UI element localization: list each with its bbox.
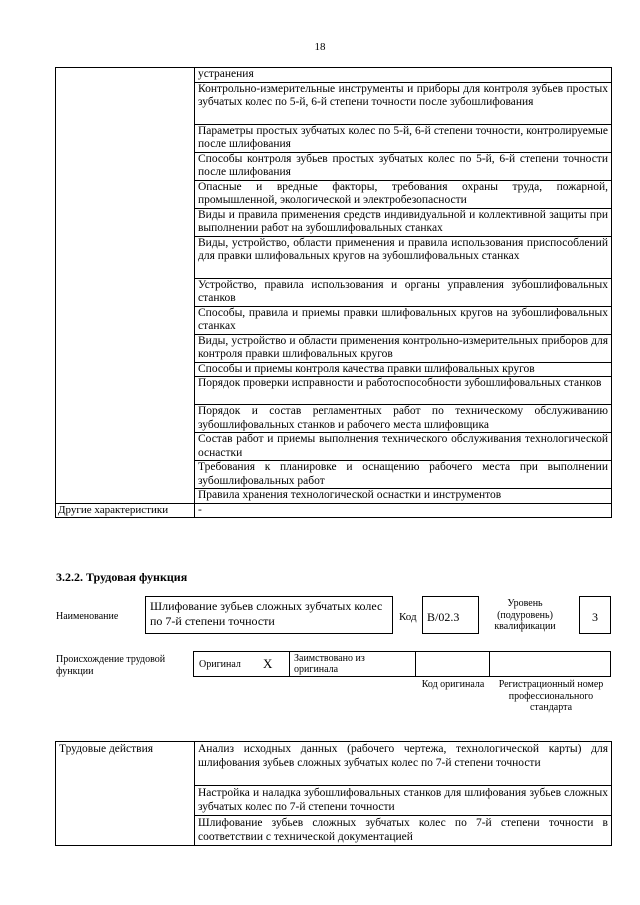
knowledge-item: Способы, правила и приемы правки шлифовальных кругов на зубошлифовальных станках xyxy=(195,306,612,334)
other-characteristics-label: Другие характеристики xyxy=(56,503,195,518)
knowledge-item: Правила хранения технологической оснастки и инструментов xyxy=(195,489,612,504)
function-name-box: Шлифование зубьев сложных зубчатых колес по 7-й степени точности xyxy=(145,596,393,634)
knowledge-item: Порядок проверки исправности и работоспособности зубошлифовальных станков xyxy=(195,377,612,405)
knowledge-item: устранения xyxy=(195,68,612,83)
reg-number-box xyxy=(489,651,611,677)
labor-action-item: Анализ исходных данных (рабочего чертежа, технологической карты) для шлифования зубьев сложных зубчатых колес по 7-й степени точности xyxy=(195,742,612,786)
code-original-box xyxy=(415,651,490,677)
knowledge-item: Устройство, правила использования и органы управления зубошлифовальных станков xyxy=(195,278,612,306)
name-label: Наименование xyxy=(56,611,119,622)
knowledge-item: Виды, устройство и области применения контрольно-измерительных приборов для контроля правки шлифовальных кругов xyxy=(195,334,612,362)
knowledge-item: Порядок и состав регламентных работ по техническому обслуживанию зубошлифовальных станков и рабочего места шлифовщика xyxy=(195,405,612,433)
knowledge-item: Параметры простых зубчатых колес по 5-й, 6-й степени точности, контролируемые после шлифования xyxy=(195,124,612,152)
page-number: 18 xyxy=(314,41,326,53)
knowledge-label-cell xyxy=(56,68,195,504)
level-label: Уровень (подуровень) квалификации xyxy=(494,598,556,632)
other-characteristics-value: - xyxy=(195,503,612,518)
knowledge-item: Опасные и вредные факторы, требования охраны труда, пожарной, промышленной, экологической и электробезопасности xyxy=(195,180,612,208)
table-row xyxy=(56,742,612,786)
knowledge-item: Контрольно-измерительные инструменты и приборы для контроля зубьев простых зубчатых колес по 5-й, 6-й степени точности после зубошлифования xyxy=(195,82,612,124)
table-row xyxy=(56,68,612,83)
knowledge-item: Способы и приемы контроля качества правки шлифовальных кругов xyxy=(195,362,612,377)
section-title: 3.2.2. Трудовая функция xyxy=(56,570,188,584)
code-label: Код xyxy=(399,611,417,623)
table-row xyxy=(56,503,612,518)
knowledge-item: Виды и правила применения средств индивидуальной и коллективной защиты при выполнении работ на зубошлифовальных станках xyxy=(195,208,612,236)
knowledge-item: Требования к планировке и оснащению рабочего места при выполнении зубошлифовальных работ xyxy=(195,461,612,489)
labor-actions-table xyxy=(55,741,612,846)
reg-number-caption: Регистрационный номер профессионального стандарта xyxy=(498,679,604,713)
origin-original-box xyxy=(193,651,290,677)
labor-actions-label: Трудовые действия xyxy=(56,742,195,846)
borrowed-box: Заимствовано из оригинала xyxy=(289,651,416,677)
knowledge-table xyxy=(55,67,612,518)
knowledge-item: Способы контроля зубьев простых зубчатых колес по 5-й, 6-й степени точности после шлифования xyxy=(195,152,612,180)
labor-action-item: Настройка и наладка зубошлифовальных станков для шлифования зубьев сложных зубчатых колес по 7-й степени точности xyxy=(195,786,612,816)
original-label: Оригинал xyxy=(199,659,241,670)
knowledge-item: Виды, устройство, области применения и правила использования приспособлений для правки шлифовальных кругов на зубошлифовальных станках xyxy=(195,236,612,278)
code-value-box: B/02.3 xyxy=(422,596,479,634)
level-value-box: 3 xyxy=(579,596,611,634)
origin-label: Происхождение трудовой функции xyxy=(56,654,166,677)
original-mark: X xyxy=(263,656,273,671)
labor-action-item: Шлифование зубьев сложных зубчатых колес по 7-й степени точности в соответствии с технической документацией xyxy=(195,816,612,846)
knowledge-item: Состав работ и приемы выполнения технического обслуживания технологической оснастки xyxy=(195,433,612,461)
code-original-caption: Код оригинала xyxy=(421,679,485,690)
